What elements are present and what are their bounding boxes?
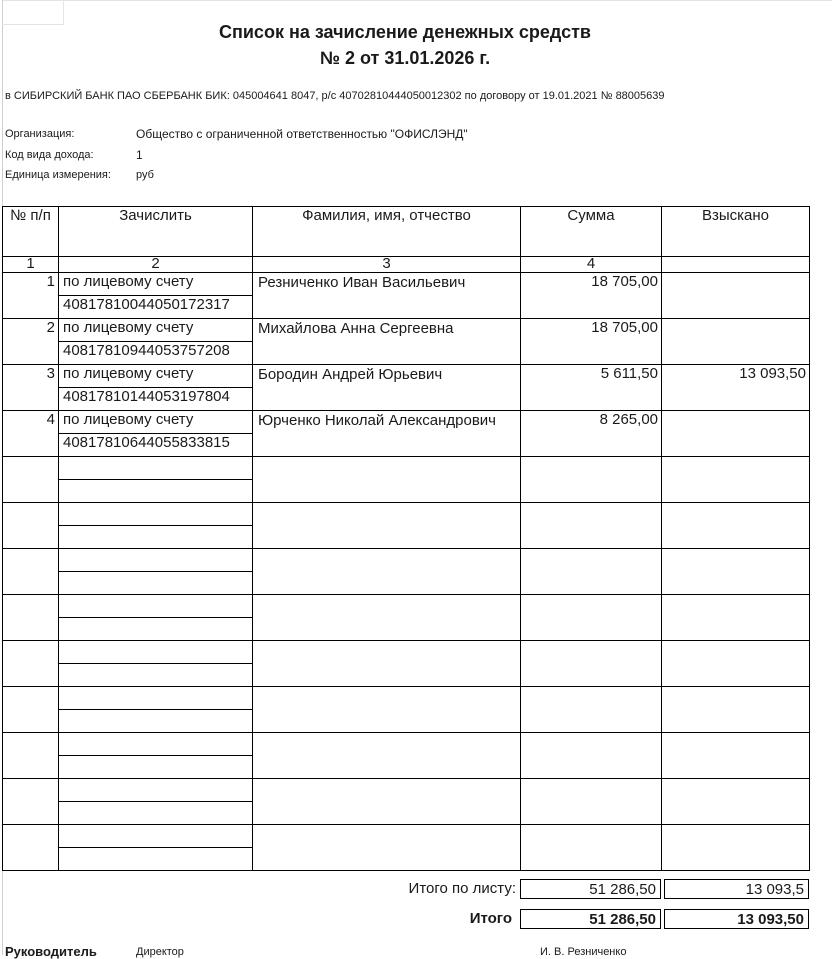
header-credit: Зачислить: [59, 207, 253, 257]
account-number: 40817810644055833815: [59, 434, 253, 457]
credit-method: по лицевому счету: [59, 319, 253, 342]
page-total-sum: 51 286,50: [520, 879, 661, 899]
row-sum: 18 705,00: [521, 319, 662, 365]
empty-cell: [521, 825, 662, 871]
empty-cell: [59, 549, 253, 572]
employee-name: Бородин Андрей Юрьевич: [253, 365, 521, 411]
employee-name: Юрченко Николай Александрович: [253, 411, 521, 457]
income-code-label: Код вида дохода:: [5, 149, 94, 161]
empty-row: [3, 733, 810, 756]
account-number: 40817810944053757208: [59, 342, 253, 365]
empty-cell: [59, 802, 253, 825]
empty-cell: [253, 457, 521, 503]
empty-cell: [59, 595, 253, 618]
column-number-row: [3, 257, 810, 273]
empty-cell: [253, 825, 521, 871]
empty-row: [3, 779, 810, 802]
row-number: 2: [3, 319, 59, 365]
empty-cell: [59, 687, 253, 710]
table-row: [3, 319, 810, 342]
row-sum: 18 705,00: [521, 273, 662, 319]
table-header-row: [3, 207, 810, 257]
empty-cell: [59, 480, 253, 503]
empty-row: [3, 503, 810, 526]
empty-row: [3, 457, 810, 480]
row-number: 3: [3, 365, 59, 411]
col-number: 2: [59, 257, 253, 273]
row-withheld: [662, 273, 810, 319]
empty-cell: [59, 457, 253, 480]
signature-name: И. В. Резниченко: [540, 946, 627, 958]
col-number: 4: [521, 257, 662, 273]
empty-cell: [253, 687, 521, 733]
empty-cell: [59, 756, 253, 779]
empty-cell: [662, 457, 810, 503]
empty-cell: [3, 687, 59, 733]
table-row: [3, 273, 810, 296]
empty-cell: [253, 595, 521, 641]
empty-row: [3, 595, 810, 618]
org-value: Общество с ограниченной ответственностью "ОФИСЛЭНД": [136, 127, 468, 141]
empty-cell: [662, 779, 810, 825]
header-withheld: Взыскано: [662, 207, 810, 257]
empty-cell: [3, 549, 59, 595]
empty-cell: [3, 733, 59, 779]
empty-cell: [59, 779, 253, 802]
empty-cell: [3, 457, 59, 503]
account-number: 40817810144053197804: [59, 388, 253, 411]
empty-cell: [521, 687, 662, 733]
empty-cell: [662, 733, 810, 779]
row-withheld: [662, 319, 810, 365]
col-number: 3: [253, 257, 521, 273]
empty-cell: [3, 503, 59, 549]
signature-position: Директор: [136, 946, 184, 958]
empty-cell: [59, 618, 253, 641]
table-row: [3, 411, 810, 434]
empty-cell: [59, 572, 253, 595]
unit-value: руб: [136, 169, 154, 181]
bank-details: в СИБИРСКИЙ БАНК ПАО СБЕРБАНК БИК: 045004641 8047, р/с 40702810444050012302 по договору от 19.01.2021 № 88005639: [5, 90, 665, 102]
empty-cell: [662, 503, 810, 549]
empty-row: [3, 641, 810, 664]
empty-cell: [521, 503, 662, 549]
page-total-label: Итого по листу:: [408, 880, 516, 897]
empty-cell: [3, 825, 59, 871]
account-number: 40817810044050172317: [59, 296, 253, 319]
employee-name: Резниченко Иван Васильевич: [253, 273, 521, 319]
sheet-top-border: [2, 0, 832, 1]
empty-cell: [521, 457, 662, 503]
row-number: 1: [3, 273, 59, 319]
org-label: Организация:: [5, 128, 75, 140]
header-no: № п/п: [3, 207, 59, 257]
page-total-withheld: 13 093,5: [664, 879, 809, 899]
empty-cell: [521, 549, 662, 595]
col-number: 1: [3, 257, 59, 273]
row-sum: 8 265,00: [521, 411, 662, 457]
header-name: Фамилия, имя, отчество: [253, 207, 521, 257]
empty-cell: [662, 825, 810, 871]
document-number: № 2 от 31.01.2026 г.: [319, 48, 491, 68]
empty-cell: [3, 641, 59, 687]
document-title: Список на зачисление денежных средств: [219, 22, 591, 42]
empty-cell: [662, 549, 810, 595]
empty-cell: [59, 710, 253, 733]
empty-cell: [59, 641, 253, 664]
credit-method: по лицевому счету: [59, 273, 253, 296]
table-body: [3, 273, 810, 871]
empty-cell: [253, 641, 521, 687]
empty-cell: [662, 595, 810, 641]
payment-table: [2, 206, 810, 871]
empty-cell: [253, 779, 521, 825]
empty-cell: [521, 779, 662, 825]
empty-row: [3, 549, 810, 572]
grand-total-withheld: 13 093,50: [664, 909, 809, 929]
empty-cell: [59, 526, 253, 549]
empty-cell: [662, 641, 810, 687]
empty-cell: [59, 848, 253, 871]
row-withheld: [662, 411, 810, 457]
empty-cell: [253, 549, 521, 595]
employee-name: Михайлова Анна Сергеевна: [253, 319, 521, 365]
empty-row: [3, 687, 810, 710]
col-number: [662, 257, 810, 273]
empty-cell: [59, 733, 253, 756]
row-number: 4: [3, 411, 59, 457]
empty-cell: [662, 687, 810, 733]
header-sum: Сумма: [521, 207, 662, 257]
empty-cell: [521, 641, 662, 687]
row-sum: 5 611,50: [521, 365, 662, 411]
empty-cell: [59, 503, 253, 526]
empty-cell: [253, 503, 521, 549]
empty-cell: [521, 595, 662, 641]
credit-method: по лицевому счету: [59, 365, 253, 388]
empty-cell: [521, 733, 662, 779]
empty-cell: [3, 779, 59, 825]
signature-head-label: Руководитель: [5, 944, 97, 959]
unit-label: Единица измерения:: [5, 169, 111, 181]
credit-method: по лицевому счету: [59, 411, 253, 434]
empty-cell: [253, 733, 521, 779]
grand-total-label: Итого: [469, 910, 512, 927]
row-withheld: 13 093,50: [662, 365, 810, 411]
empty-cell: [3, 595, 59, 641]
empty-cell: [59, 825, 253, 848]
table-row: [3, 365, 810, 388]
income-code-value: 1: [136, 148, 143, 162]
empty-row: [3, 825, 810, 848]
grand-total-sum: 51 286,50: [520, 909, 661, 929]
empty-cell: [59, 664, 253, 687]
